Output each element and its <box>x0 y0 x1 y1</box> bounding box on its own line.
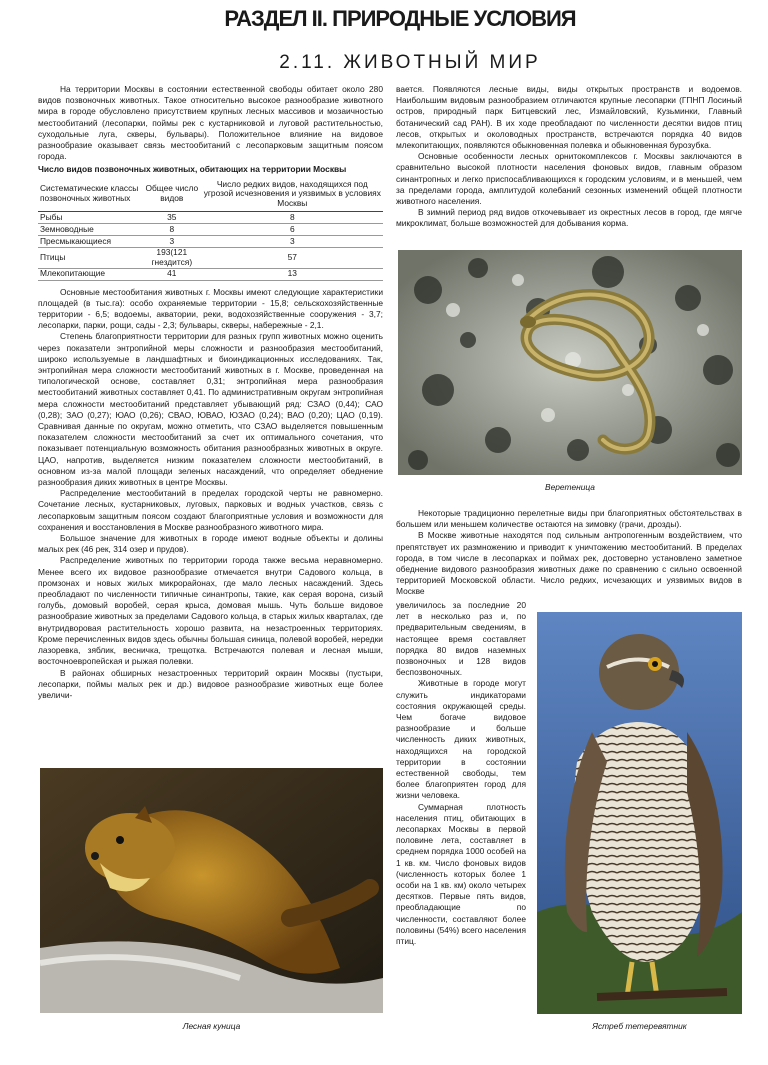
row-total: 35 <box>142 212 202 224</box>
row-total: 193(121 гнездится) <box>142 248 202 268</box>
header-rare: Число редких видов, находящихся под угрозой исчезновения и уязвимых в условиях Москвы <box>202 178 383 212</box>
paragraph: Распределение животных по территории города также весьма неравномерно. Менее всего их видовое разнообразие отмечается внутри Садового кольца, в промзонах и новых жилых микрорайонах, где мало лесных насаждений. Здесь преобладают по численности типичные синантропы, такие, как серая ворона, сизый голубь, домовый воробей, серая крыса, домовая мышь. Чуть больше видовое разнообразие животных за пределами Садового кольца, в старых жилых кварталах, где внутридворовая растительность хорошо развита, на незастроенных территориях. Кроме перечисленных видов здесь обычны большая синица, полевой воробей, нередки лазоревка, зяблик, весничка, трещотка. Встречаются полевая и лесная мыши, восточноевропейская и рыжая полевки. <box>38 555 383 667</box>
paragraph: Некоторые традиционно перелетные виды при благоприятных обстоятельствах в большем или меньшем количестве остаются на зимовку (грачи, дрозды). <box>396 508 742 530</box>
left-column <box>38 84 383 701</box>
right-column-top <box>396 84 742 230</box>
table-row <box>38 212 383 224</box>
snake-caption: Веретеница <box>545 482 595 492</box>
paragraph: Распределение местообитаний в пределах городской черты не равномерно. Сочетание лесных, кустарниковых, луговых, парковых и водных участков, связь с лесопарковым защитным поясом создают благоприятные условия и возможности для сохранения и восстановления в Москве разнообразного животного мира. <box>38 488 383 532</box>
row-name: Пресмыкающиеся <box>38 236 142 248</box>
right-column-narrow <box>396 600 526 947</box>
species-table <box>38 178 383 281</box>
marten-photo <box>40 768 383 1013</box>
table-row <box>38 236 383 248</box>
paragraph: увеличилось за последние 20 лет в несколько раз и, по предварительным сведениям, в настоящее время составляет порядка 80 видов наземных позвоночных и 128 видов беспозвоночных. <box>396 600 526 678</box>
paragraph: В Москве животные находятся под сильным антропогенным воздействием, что препятствует их размножению и приводит к уничтожению местообитаний. В пределах города, в том числе в лесопарках и поймах рек, достоверно установлено заметное обеднение видового разнообразия животных даже по сравнению с сильно освоенной территорией Московской области. Число редких, исчезающих и уязвимых видов в Москве <box>396 530 742 597</box>
right-column-middle <box>396 508 742 598</box>
intro-paragraph: На территории Москвы в состоянии естественной свободы обитает около 280 видов позвоночных животных. Такое относительно высокое разнообразие животного мира в городе обусловлено присутствием крупных лесных массивов и мозаичностью местообитаний (лесопарки, поймы рек с кустарниковой и луговой растительностью, суходольные луга, скверы, бульвары). Положительное влияние на видовое разнообразие оказывает связь местообитаний с лесопарковым защитным поясом города. <box>38 84 383 162</box>
marten-caption: Лесная куница <box>182 1021 241 1031</box>
paragraph: Большое значение для животных в городе имеют водные объекты и долины малых рек (46 рек, 314 озер и прудов). <box>38 533 383 555</box>
snake-photo <box>398 250 742 475</box>
chapter-title: 2.11. ЖИВОТНЫЙ МИР <box>279 52 541 73</box>
paragraph: Животные в городе могут служить индикаторами состояния окружающей среды. Чем богаче видовое разнообразие и больше численность диких животных, находящихся на городской территории в состоянии естественной свободы, тем более благоприятен город для жизни человека. <box>396 678 526 801</box>
row-rare: 3 <box>202 236 383 248</box>
table-row <box>38 224 383 236</box>
row-total: 8 <box>142 224 202 236</box>
row-rare: 6 <box>202 224 383 236</box>
row-total: 41 <box>142 268 202 280</box>
paragraph: В зимний период ряд видов откочевывает из окрестных лесов в город, где мягче микроклимат, больше возможностей для добывания корма. <box>396 207 742 229</box>
section-title: РАЗДЕЛ II. ПРИРОДНЫЕ УСЛОВИЯ <box>224 6 576 31</box>
row-total: 3 <box>142 236 202 248</box>
row-name: Млекопитающие <box>38 268 142 280</box>
row-name: Птицы <box>38 248 142 268</box>
table-row <box>38 268 383 280</box>
row-name: Земноводные <box>38 224 142 236</box>
row-rare: 8 <box>202 212 383 224</box>
row-name: Рыбы <box>38 212 142 224</box>
row-rare: 57 <box>202 248 383 268</box>
paragraph: Основные местообитания животных г. Москвы имеют следующие характеристики площадей (в тыс.га): особо охраняемые территории - 15,8; сельскохозяйственные территории - 6,5; водоемы, акватории, реки, водохозяйственные сооружения - 3,7; лесопарки, парки, рощи, сады - 2,3; бульвары, скверы, набережные - 2,1. <box>38 286 383 331</box>
table-row <box>38 248 383 268</box>
paragraph: вается. Появляются лесные виды, виды открытых пространств и водоемов. Наибольшим видовым разнообразием отличаются крупные лесопарки (ГПНП Лосиный остров, природный парк Битцевский лес, Измайловский, Кузьминки, Главный ботанический сад РАН). В их ходе преобладают по численности десятки видов птиц лесов, открытых и околоводных пространств, встречаются порядка 40 видов млекопитающих, появляются обыкновенная полевка и обыкновенная бурозубка. <box>396 84 742 151</box>
table-header-row <box>38 178 383 212</box>
table-caption: Число видов позвоночных животных, обитающих на территории Москвы <box>38 164 347 175</box>
hawk-photo <box>537 612 742 1014</box>
paragraph: Суммарная плотность населения птиц, обитающих в лесопарках Москвы в первой половине лета, составляет в среднем порядка 1000 особей на 1 кв. км. Число фоновых видов (численность которых более 1 особи на 1 кв. км) около четырех десятков. Первые пять видов, преобладающие по численности, составляют более половины (54%) всего населения птиц. <box>396 801 526 947</box>
paragraph: Основные особенности лесных орнитокомплексов г. Москвы заключаются в сравнительно высокой плотности населения фоновых видов, главным образом синантропных и легко приспосабливающихся к городским условиям, и в меньшей, чем за пределами города, амплитудой колебаний сезонных изменений общей плотности животного населения. <box>396 151 742 207</box>
header-classes: Систематические классы позвоночных животных <box>38 178 142 212</box>
header-total: Общее число видов <box>142 178 202 212</box>
paragraph: В районах обширных незастроенных территорий окраин Москвы (пустыри, лесопарки, поймы малых рек и др.) видовое разнообразие животных еще более увеличи- <box>38 667 383 700</box>
row-rare: 13 <box>202 268 383 280</box>
hawk-caption: Ястреб тетеревятник <box>592 1021 687 1031</box>
paragraph: Степень благоприятности территории для разных групп животных можно оценить через показатели энтропийной меры сложности и разнообразия местообитаний, широко используемые в ландшафтных и биоиндикационных исследованиях. Так, энтропийная мера сложности местообитаний животных в г. Москве, проведенная на типологической основе, составляет 0,31; энтропийная мера разнообразия местообитаний животных составляет 0,41. По административным округам энтропийная мера сложности местообитаний представляет убывающий ряд: СЗАО (0,44); САО (0,28); ЗАО (0,27); ЮАО (0,26); СВАО, ЮВАО, ЮЗАО (0,24); ВАО (0,20); ЦАО (0,19). Сравнивая данные по округам, можно отметить, что СЗАО выделяется повышенным показателем сложности местообитаний за счет их оптимального сочетания, что показывает потенциальную возможность обитания разнообразных животных в округе. ЦАО, напротив, выделяется низким показателем сложности местообитаний, в основном из-за малой площади зеленых насаждений, что определяет обеднение разнообразия диких животных в центре Москвы. <box>38 331 383 488</box>
